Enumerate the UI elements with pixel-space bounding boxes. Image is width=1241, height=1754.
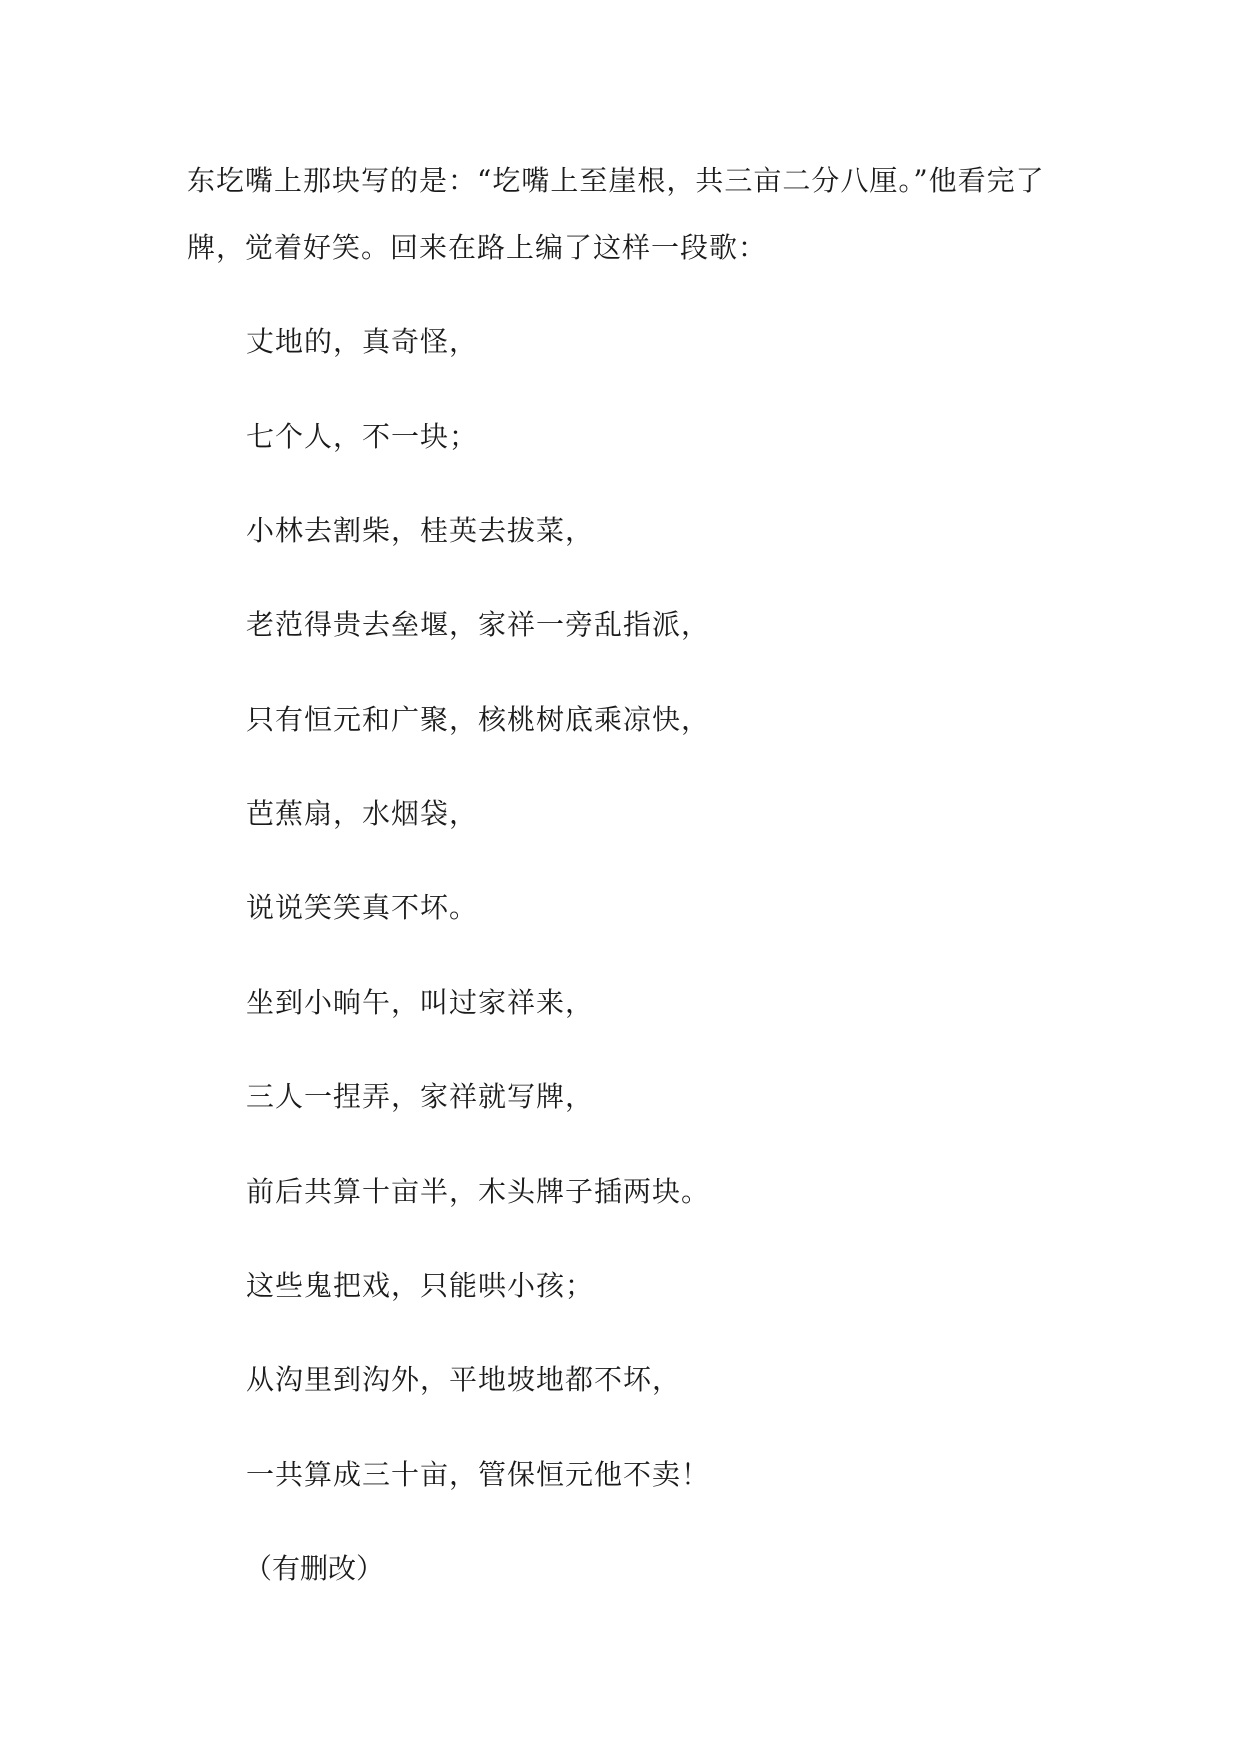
song-line-1: 丈地的，真奇怪， [246, 325, 479, 358]
song-line-6: 芭蕉扇，水烟袋， [246, 797, 479, 830]
song-line-9: 三人一捏弄，家祥就写牌， [246, 1080, 595, 1113]
song-line-2: 七个人，不一块； [246, 420, 479, 453]
song-line-10: 前后共算十亩半，木头牌子插两块。 [246, 1175, 711, 1208]
paragraph-line-1: 东圪嘴上那块写的是：“圪嘴上至崖根，共三亩二分八厘。”他看完了 [187, 164, 1045, 197]
song-line-8: 坐到小晌午，叫过家祥来， [246, 986, 595, 1019]
song-line-12: 从沟里到沟外，平地坡地都不坏， [246, 1363, 682, 1396]
editorial-note: （有删改） [244, 1552, 385, 1585]
song-line-5: 只有恒元和广聚，核桃树底乘凉快， [246, 703, 711, 736]
song-line-3: 小林去割柴，桂英去拔菜， [246, 514, 595, 547]
song-line-13: 一共算成三十亩，管保恒元他不卖！ [246, 1458, 711, 1491]
song-line-11: 这些鬼把戏，只能哄小孩； [246, 1269, 595, 1302]
song-line-7: 说说笑笑真不坏。 [246, 891, 479, 924]
song-line-4: 老范得贵去垒堰，家祥一旁乱指派， [246, 608, 711, 641]
paragraph-line-2: 牌，觉着好笑。回来在路上编了这样一段歌： [187, 231, 768, 264]
